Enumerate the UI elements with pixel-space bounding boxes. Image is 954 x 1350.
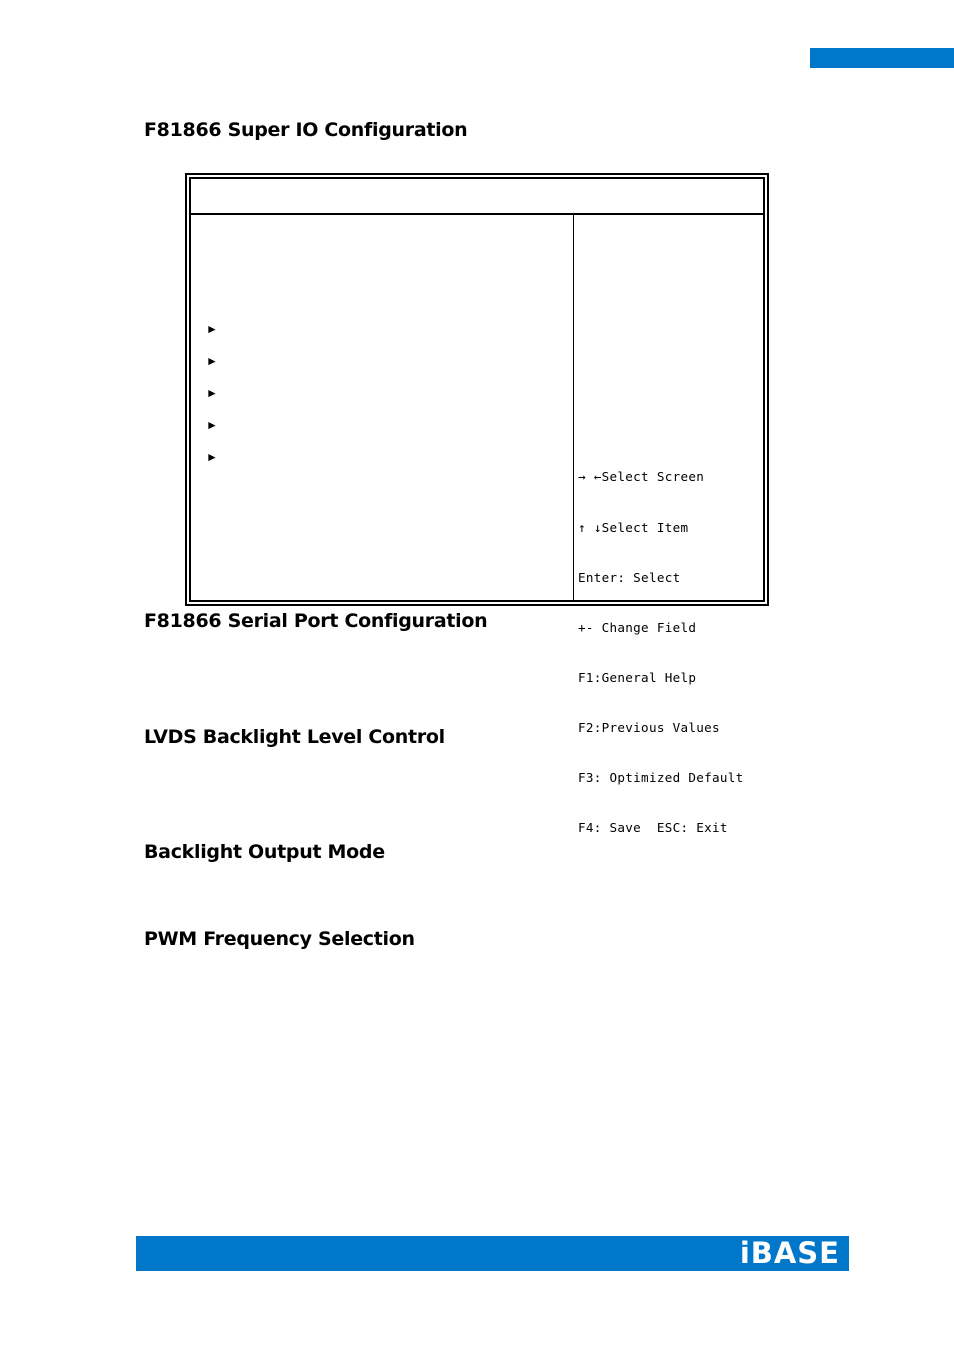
help-select-item: ↑ ↓Select Item [578, 519, 689, 535]
footer-bar [136, 1236, 849, 1271]
help-optimized-default: F3: Optimized Default [578, 770, 744, 786]
help-select-screen: → ←Select Screen [578, 469, 705, 485]
submenu-arrow-icon[interactable]: ► [206, 354, 218, 368]
heading-lvds-backlight-level-control: LVDS Backlight Level Control [144, 726, 445, 748]
heading-pwm-frequency-selection: PWM Frequency Selection [144, 928, 415, 950]
submenu-arrow-icon[interactable]: ► [206, 322, 218, 336]
ibase-logo: iBASE [739, 1236, 840, 1270]
heading-super-io-configuration: F81866 Super IO Configuration [144, 119, 468, 141]
help-save-exit: F4: Save ESC: Exit [578, 820, 728, 836]
bios-title-bar [191, 179, 763, 215]
key-help-list [578, 436, 744, 870]
bios-menu-panel [191, 215, 574, 600]
submenu-arrow-icon[interactable]: ► [206, 386, 218, 400]
help-enter-select: Enter: Select [578, 569, 681, 585]
help-previous-values: F2:Previous Values [578, 719, 720, 735]
submenu-arrow-icon[interactable]: ► [206, 450, 218, 464]
heading-serial-port-configuration: F81866 Serial Port Configuration [144, 610, 488, 632]
submenu-arrow-icon[interactable]: ► [206, 418, 218, 432]
help-change-field: +- Change Field [578, 619, 697, 635]
bios-help-panel [574, 215, 763, 836]
heading-backlight-output-mode: Backlight Output Mode [144, 841, 385, 863]
help-general-help: F1:General Help [578, 669, 697, 685]
top-accent-bar [810, 48, 954, 68]
